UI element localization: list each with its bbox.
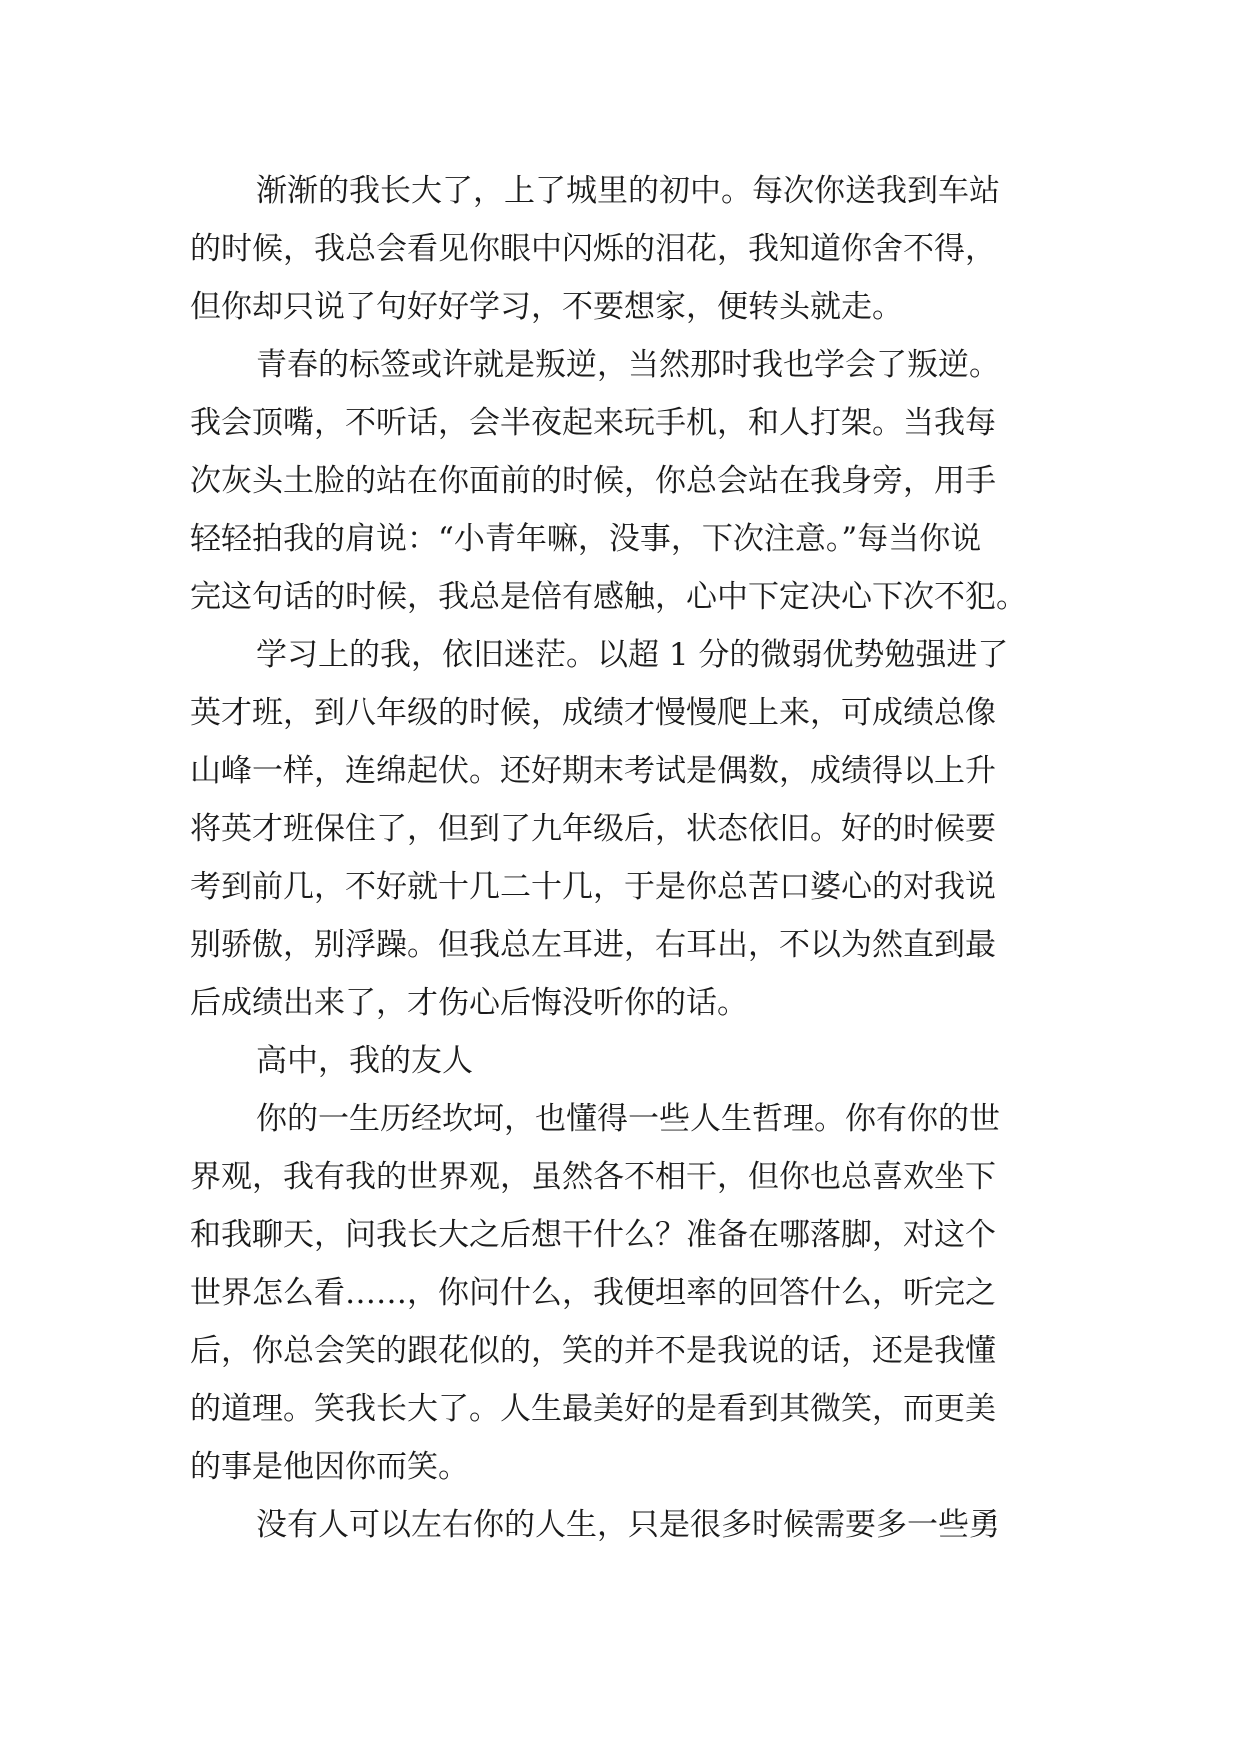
text-line: 渐渐的我长大了，上了城里的初中。每次你送我到车站 <box>256 173 1000 209</box>
text-line: 的道理。笑我长大了。人生最美好的是看到其微笑，而更美 <box>190 1391 996 1427</box>
paragraph <box>190 1496 1050 1554</box>
section-heading <box>190 1032 1050 1090</box>
text-line: 学习上的我，依旧迷茫。以超 1 分的微弱优势勉强进了 <box>256 637 1009 673</box>
text-line: 后，你总会笑的跟花似的，笑的并不是我说的话，还是我懂 <box>190 1333 996 1369</box>
text-line: 将英才班保住了，但到了九年级后，状态依旧。好的时候要 <box>190 811 996 847</box>
paragraph <box>190 336 1050 626</box>
text-line: 轻轻拍我的肩说：“小青年嘛，没事，下次注意。”每当你说 <box>190 521 982 557</box>
text-line: 青春的标签或许就是叛逆，当然那时我也学会了叛逆。 <box>256 347 1000 383</box>
text-line: 你的一生历经坎坷，也懂得一些人生哲理。你有你的世 <box>256 1101 1000 1137</box>
paragraph <box>190 626 1050 1032</box>
text-line: 高中，我的友人 <box>256 1043 473 1079</box>
essay-body <box>190 162 1050 1554</box>
text-line: 世界怎么看……，你问什么，我便坦率的回答什么，听完之 <box>190 1275 996 1311</box>
text-line: 别骄傲，别浮躁。但我总左耳进，右耳出，不以为然直到最 <box>190 927 996 963</box>
text-line: 次灰头土脸的站在你面前的时候，你总会站在我身旁，用手 <box>190 463 996 499</box>
paragraph <box>190 162 1050 336</box>
text-line: 界观，我有我的世界观，虽然各不相干，但你也总喜欢坐下 <box>190 1159 996 1195</box>
text-line: 的时候，我总会看见你眼中闪烁的泪花，我知道你舍不得， <box>190 231 996 267</box>
text-line: 完这句话的时候，我总是倍有感触，心中下定决心下次不犯。 <box>190 579 1027 615</box>
text-line: 后成绩出来了，才伤心后悔没听你的话。 <box>190 985 748 1021</box>
text-line: 但你却只说了句好好学习，不要想家，便转头就走。 <box>190 289 903 325</box>
paragraph <box>190 1090 1050 1496</box>
text-line: 山峰一样，连绵起伏。还好期末考试是偶数，成绩得以上升 <box>190 753 996 789</box>
text-line: 考到前几，不好就十几二十几，于是你总苦口婆心的对我说 <box>190 869 996 905</box>
text-line: 的事是他因你而笑。 <box>190 1449 469 1485</box>
text-line: 英才班，到八年级的时候，成绩才慢慢爬上来，可成绩总像 <box>190 695 996 731</box>
text-line: 没有人可以左右你的人生，只是很多时候需要多一些勇 <box>256 1507 1000 1543</box>
text-line: 和我聊天，问我长大之后想干什么？准备在哪落脚，对这个 <box>190 1217 996 1253</box>
text-line: 我会顶嘴，不听话，会半夜起来玩手机，和人打架。当我每 <box>190 405 996 441</box>
